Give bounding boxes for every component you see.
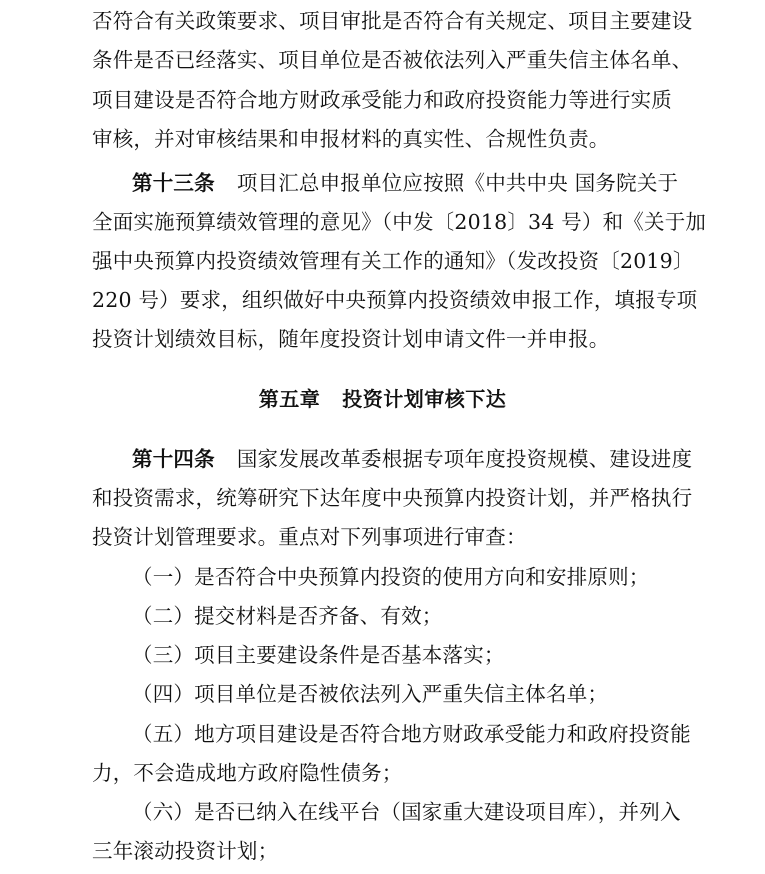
list-item: （四）项目单位是否被依法列入严重失信主体名单； xyxy=(132,682,609,706)
paragraph-line: 否符合有关政策要求、项目审批是否符合有关规定、项目主要建设 xyxy=(92,9,693,33)
paragraph-line: 投资计划管理要求。重点对下列事项进行审查： xyxy=(92,525,527,549)
article-13-first-line xyxy=(132,168,679,198)
article-label: 第十四条 xyxy=(132,447,215,471)
list-item: （三）项目主要建设条件是否基本落实； xyxy=(132,643,505,667)
paragraph-line: 投资计划绩效目标，随年度投资计划申请文件一并申报。 xyxy=(92,327,610,351)
chapter-number: 第五章 xyxy=(258,387,321,411)
article-label: 第十三条 xyxy=(132,171,215,195)
paragraph-line: 强中央预算内投资绩效管理有关工作的通知》（发改投资〔2019〕 xyxy=(92,249,694,273)
article-14-first-line xyxy=(132,444,693,474)
list-item-continuation: 三年滚动投资计划； xyxy=(92,839,279,863)
article-text: 国家发展改革委根据专项年度投资规模、建设进度 xyxy=(236,447,693,471)
paragraph-line: 和投资需求，统筹研究下达年度中央预算内投资计划，并严格执行 xyxy=(92,486,693,510)
paragraph-line: 全面实施预算绩效管理的意见》（中发〔2018〕34 号）和《关于加 xyxy=(92,210,707,234)
paragraph-line: 条件是否已经落实、项目单位是否被依法列入严重失信主体名单、 xyxy=(92,48,693,72)
chapter-title: 投资计划审核下达 xyxy=(342,387,507,411)
list-item: （六）是否已纳入在线平台（国家重大建设项目库），并列入 xyxy=(132,800,681,824)
paragraph-line: 审核，并对审核结果和申报材料的真实性、合规性负责。 xyxy=(92,127,610,151)
chapter-heading xyxy=(0,384,765,414)
paragraph-line: 项目建设是否符合地方财政承受能力和政府投资能力等进行实质 xyxy=(92,88,672,112)
list-item: （一）是否符合中央预算内投资的使用方向和安排原则； xyxy=(132,565,650,589)
article-text: 项目汇总申报单位应按照《中共中央 国务院关于 xyxy=(236,171,679,195)
list-item: （二）提交材料是否齐备、有效； xyxy=(132,604,443,628)
list-item-continuation: 力，不会造成地方政府隐性债务； xyxy=(92,761,403,785)
paragraph-line: 220 号）要求，组织做好中央预算内投资绩效申报工作，填报专项 xyxy=(92,288,698,312)
list-item: （五）地方项目建设是否符合地方财政承受能力和政府投资能 xyxy=(132,722,691,746)
